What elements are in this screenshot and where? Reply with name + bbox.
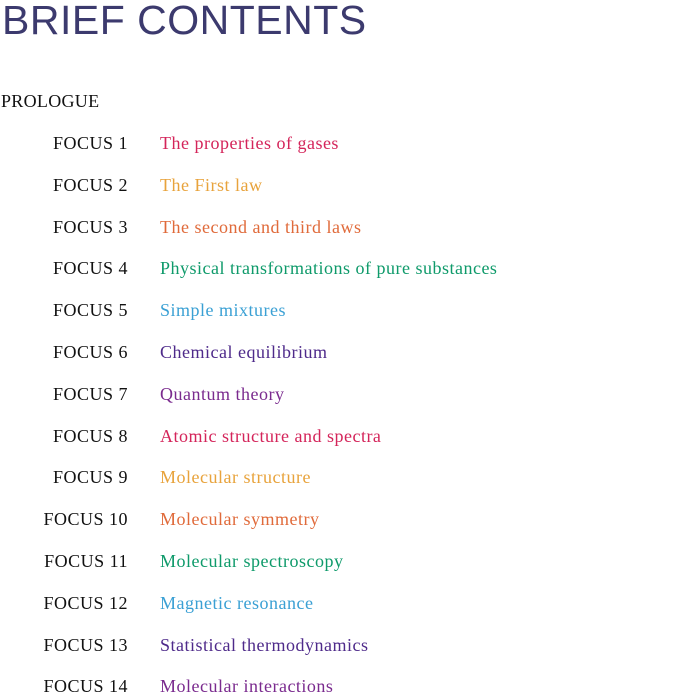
focus-row[interactable] bbox=[0, 131, 700, 155]
focus-title[interactable]: Simple mixtures bbox=[160, 300, 286, 321]
focus-title[interactable]: Atomic structure and spectra bbox=[160, 425, 382, 446]
focus-number: FOCUS 7 bbox=[52, 383, 128, 404]
focus-number: FOCUS 8 bbox=[52, 425, 128, 446]
focus-number: FOCUS 9 bbox=[52, 467, 128, 488]
focus-title[interactable]: Statistical thermodynamics bbox=[160, 634, 369, 655]
focus-number: FOCUS 11 bbox=[44, 551, 128, 571]
focus-number: FOCUS 14 bbox=[43, 676, 128, 697]
focus-title[interactable]: Magnetic resonance bbox=[160, 592, 314, 613]
focus-title[interactable]: Quantum theory bbox=[160, 383, 285, 404]
focus-row[interactable] bbox=[0, 549, 700, 573]
focus-row[interactable] bbox=[0, 340, 700, 364]
focus-number: FOCUS 13 bbox=[43, 634, 128, 655]
focus-row[interactable] bbox=[0, 298, 700, 322]
focus-number: FOCUS 10 bbox=[43, 509, 128, 530]
page-title: BRIEF CONTENTS bbox=[2, 0, 367, 43]
focus-row[interactable] bbox=[0, 424, 700, 448]
focus-number: FOCUS 3 bbox=[52, 216, 128, 237]
focus-title[interactable]: The First law bbox=[160, 174, 263, 195]
focus-number: FOCUS 2 bbox=[52, 174, 128, 195]
focus-title[interactable]: Molecular structure bbox=[160, 467, 311, 488]
focus-row[interactable] bbox=[0, 215, 700, 239]
focus-row[interactable] bbox=[0, 674, 700, 698]
focus-number: FOCUS 5 bbox=[52, 300, 128, 321]
focus-row[interactable] bbox=[0, 633, 700, 657]
focus-title[interactable]: Molecular symmetry bbox=[160, 509, 320, 530]
focus-title[interactable]: Molecular spectroscopy bbox=[160, 551, 344, 571]
prologue-label[interactable]: PROLOGUE bbox=[1, 91, 100, 111]
focus-title[interactable]: The properties of gases bbox=[160, 133, 339, 153]
focus-row[interactable] bbox=[0, 382, 700, 406]
focus-row[interactable] bbox=[0, 465, 700, 489]
focus-number: FOCUS 4 bbox=[52, 258, 128, 279]
focus-row[interactable] bbox=[0, 173, 700, 197]
focus-row[interactable] bbox=[0, 507, 700, 531]
focus-title[interactable]: The second and third laws bbox=[160, 216, 362, 237]
focus-title[interactable]: Physical transformations of pure substances bbox=[160, 258, 498, 279]
focus-number: FOCUS 6 bbox=[52, 342, 128, 362]
focus-number: FOCUS 12 bbox=[43, 592, 128, 613]
focus-title[interactable]: Chemical equilibrium bbox=[160, 342, 328, 362]
focus-number: FOCUS 1 bbox=[52, 133, 128, 153]
focus-row[interactable] bbox=[0, 256, 700, 280]
focus-title[interactable]: Molecular interactions bbox=[160, 676, 334, 697]
focus-row[interactable] bbox=[0, 591, 700, 615]
